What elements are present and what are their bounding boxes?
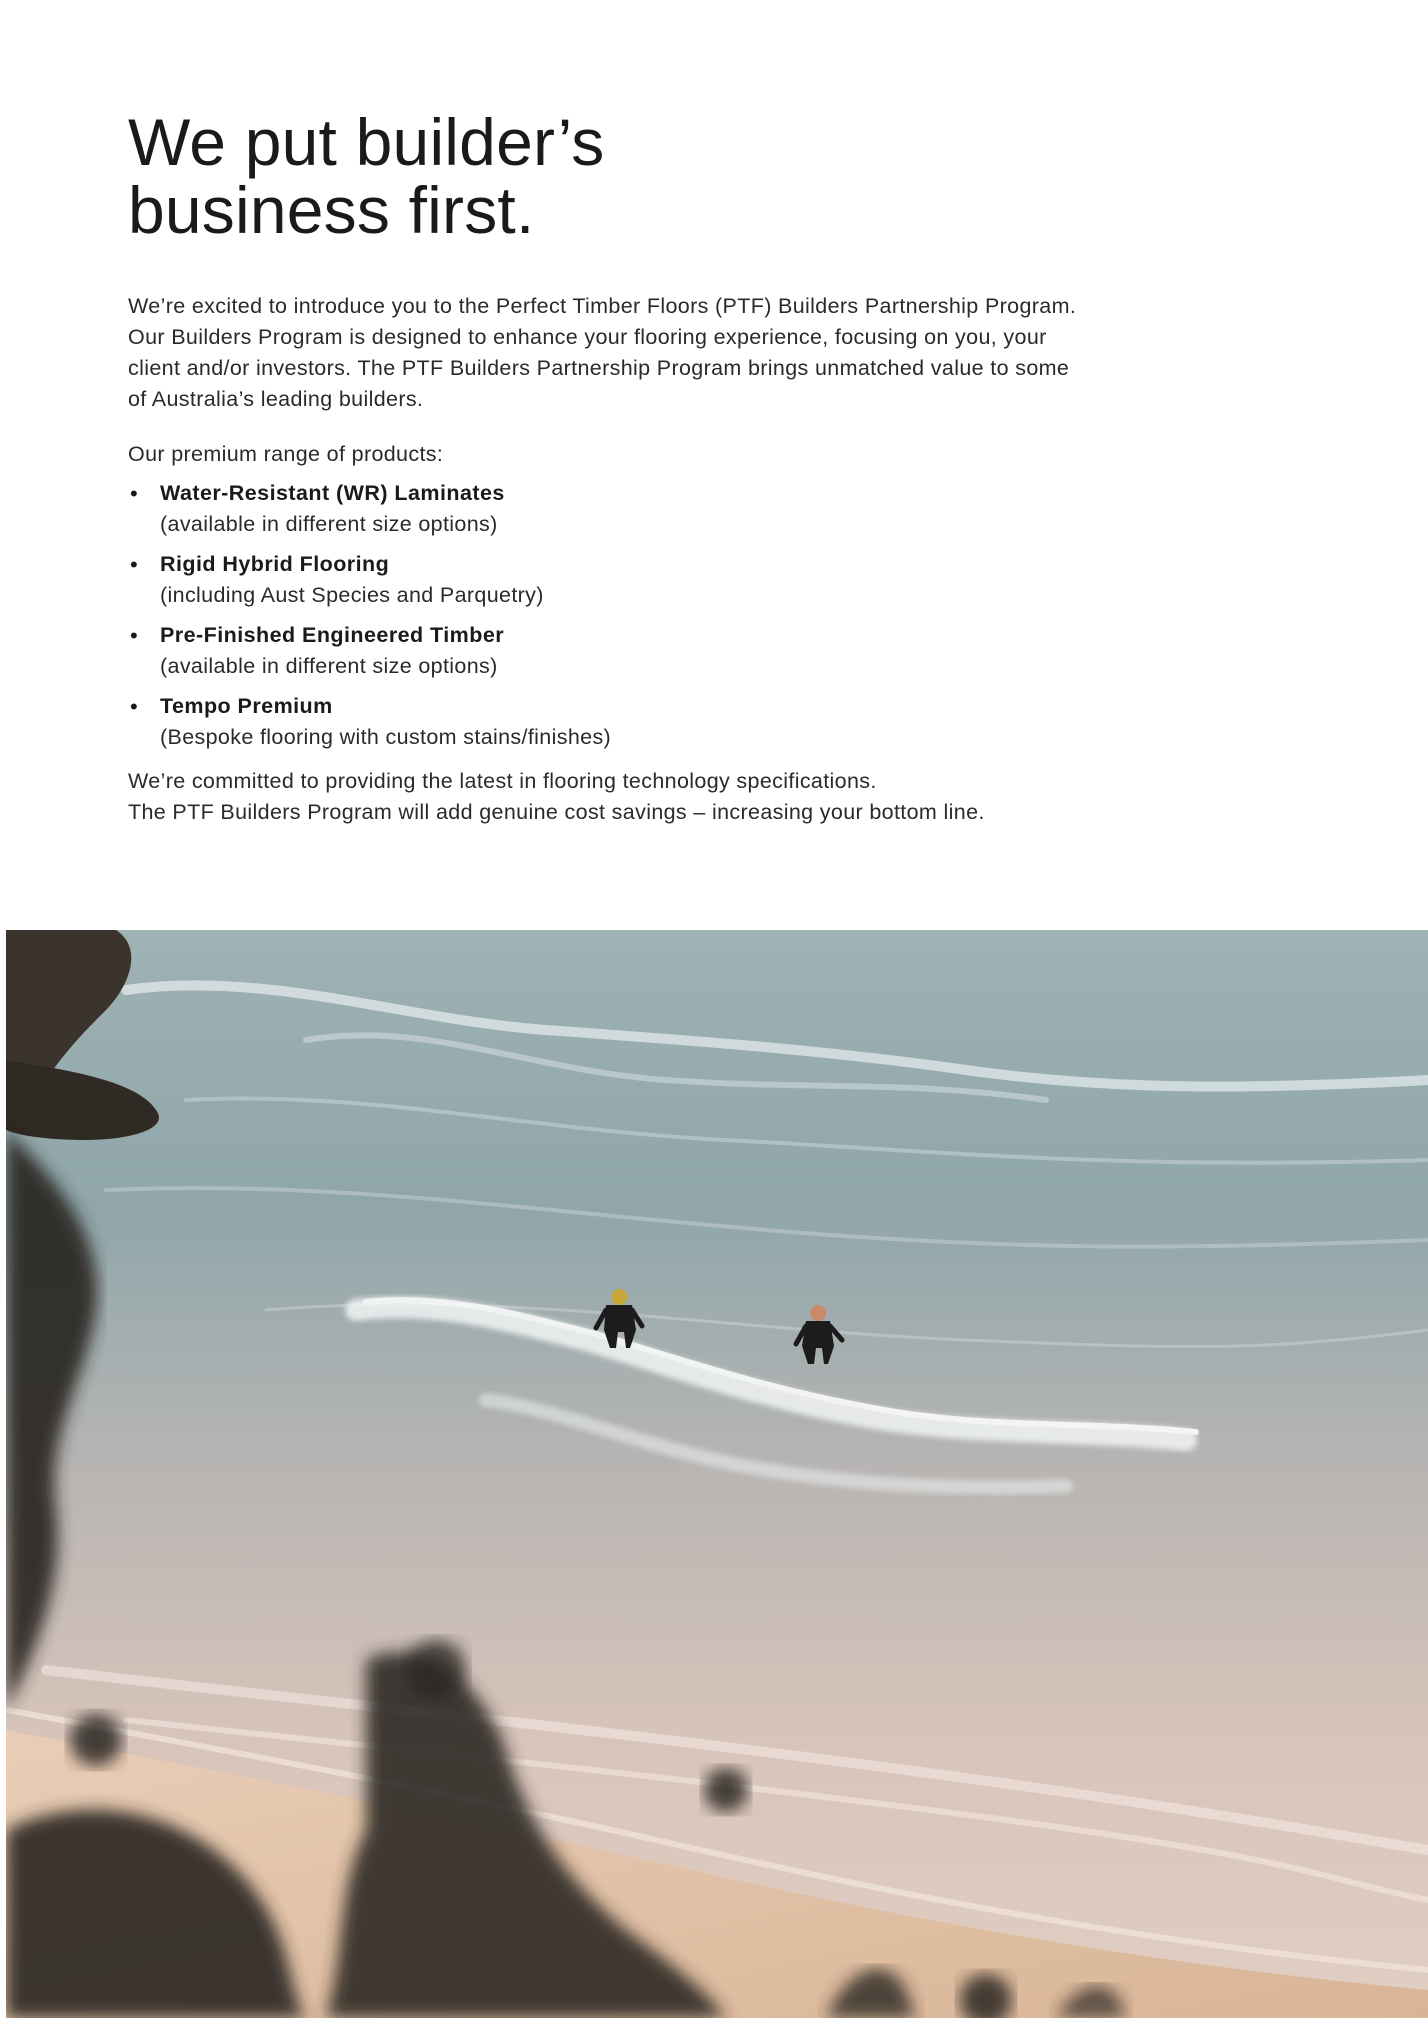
page-headline (128, 105, 1128, 247)
bullet-icon: • (130, 694, 138, 719)
bullet-icon: • (130, 481, 138, 506)
bullet-icon: • (130, 552, 138, 577)
product-range-lead: Our premium range of products: (128, 442, 444, 466)
product-list (128, 478, 1128, 753)
beach-scene-illustration (6, 930, 1428, 2018)
product-item (128, 691, 1128, 753)
beach-photo (6, 930, 1428, 2018)
closing-paragraph (128, 766, 1128, 828)
product-name: Tempo Premium (160, 694, 333, 718)
closing-line-2: The PTF Builders Program will add genuine cost savings – increasing your bottom line. (128, 800, 985, 824)
product-item (128, 549, 1128, 611)
headline-line-2: business first. (128, 173, 535, 247)
product-name: Water-Resistant (WR) Laminates (160, 481, 505, 505)
headline-line-1: We put builder’s (128, 105, 605, 179)
product-name: Pre-Finished Engineered Timber (160, 623, 505, 647)
page-content (128, 105, 1128, 828)
intro-paragraph: We’re excited to introduce you to the Perfect Timber Floors (PTF) Builders Partnership Program. Our Builders Program is designed to enhance your flooring experience, focusing on you, your client and/or investors. The PTF Builders Partnership Program brings unmatched value to some of Australia’s leading builders. (128, 294, 1077, 411)
product-item (128, 620, 1128, 682)
product-description: (available in different size options) (160, 654, 498, 678)
bullet-icon: • (130, 623, 138, 648)
product-description: (available in different size options) (160, 512, 498, 536)
product-description: (Bespoke flooring with custom stains/finishes) (160, 725, 612, 749)
product-item (128, 478, 1128, 540)
closing-line-1: We’re committed to providing the latest in flooring technology specifications. (128, 769, 877, 793)
product-description: (including Aust Species and Parquetry) (160, 583, 544, 607)
product-name: Rigid Hybrid Flooring (160, 552, 390, 576)
